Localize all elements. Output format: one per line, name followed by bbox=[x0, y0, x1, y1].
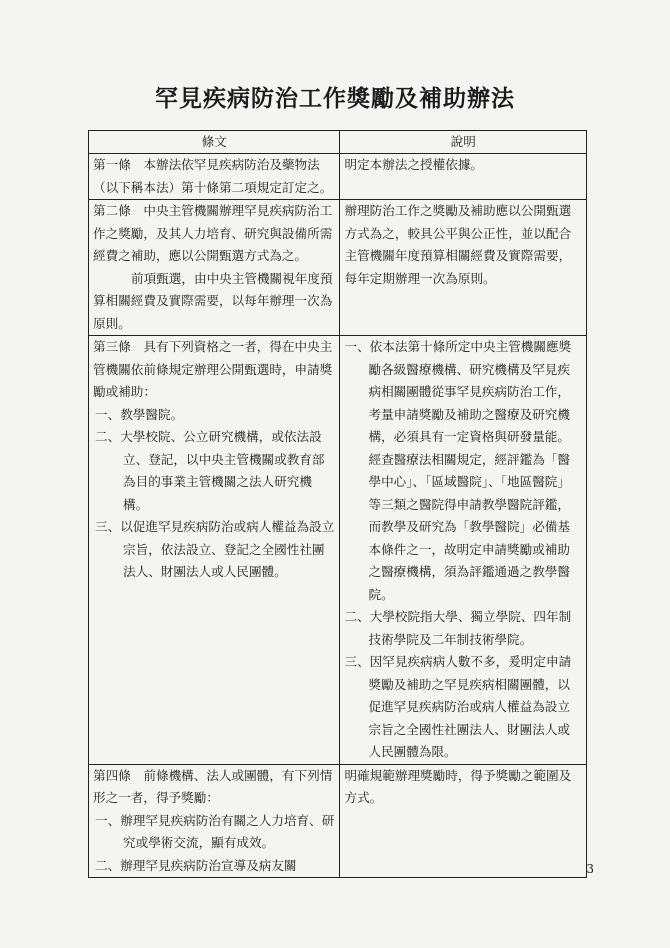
explanation-item: 三、因罕見疾病病人數不多，爰明定申請獎勵及補助之罕見疾病相關團體，以促進罕見疾病防治或病人權益為設立宗旨之全國性社團法人、財團法人或人民團體為限。 bbox=[344, 654, 572, 759]
article-cell bbox=[89, 200, 340, 336]
explanation-cell bbox=[340, 154, 587, 200]
explanation-cell bbox=[340, 200, 587, 336]
article-text: 第一條 本辦法依罕見疾病防治及藥物法（以下稱本法）第十條第二項規定訂定之。 bbox=[93, 157, 333, 195]
article-item: 一、辦理罕見疾病防治有關之人力培育、研究或學術交流，顯有成效。 bbox=[95, 812, 335, 850]
article-cell bbox=[89, 764, 340, 878]
explanation-text: 明確規範辦理獎勵時，得予獎勵之範圍及方式。 bbox=[344, 767, 572, 805]
page-title: 罕見疾病防治工作獎勵及補助辦法 bbox=[155, 85, 515, 112]
table-row bbox=[89, 336, 587, 765]
table-row bbox=[89, 200, 587, 336]
article-intro: 第三條 具有下列資格之一者，得在中央主管機關依前條規定辦理公開甄選時，申請獎勵或補助： bbox=[93, 339, 333, 399]
table-header-row bbox=[89, 131, 587, 154]
regulation-table bbox=[88, 130, 587, 878]
explanation-item: 一、依本法第十條所定中央主管機關應獎勵各級醫療機構、研究機構及罕見疾病相關團體從事罕見疾病防治工作，考量申請獎勵及補助之醫療及研究機構，必須具有一定資格與研發量能。經查醫療法相關規定，經評鑑為「醫學中心」、「區域醫院」、「地區醫院」等三類之醫院得申請教學醫院評鑑，而教學及研究為「教學醫院」必備基本條件之一，故明定申請獎勵或補助之醫療機構，須為評鑑通過之教學醫院。 bbox=[344, 339, 572, 602]
table-row bbox=[89, 154, 587, 200]
explanation-cell bbox=[340, 764, 587, 878]
article-cell bbox=[89, 154, 340, 200]
header-explanation: 說明 bbox=[340, 131, 587, 154]
article-item: 三、以促進罕見疾病防治或病人權益為設立宗旨，依法設立、登記之全國性社團法人、財團法人或人民團體。 bbox=[95, 519, 335, 579]
article-text: 第二條 中央主管機關辦理罕見疾病防治工作之獎勵，及其人力培育、研究與設備所需經費之補助，應以公開甄選方式為之。 bbox=[93, 203, 333, 263]
explanation-cell bbox=[340, 336, 587, 765]
table-row bbox=[89, 764, 587, 878]
explanation-item: 二、大學校院指大學、獨立學院、四年制技術學院及二年制技術學院。 bbox=[344, 609, 572, 647]
page-number: 3 bbox=[586, 862, 594, 876]
article-item: 二、辦理罕見疾病防治宣導及病友關 bbox=[95, 857, 297, 873]
article-item: 二、大學校院、公立研究機構，或依法設立、登記，以中央主管機關或教育部為目的事業主管機關之法人研究機構。 bbox=[95, 429, 325, 512]
article-cell bbox=[89, 336, 340, 765]
article-item: 一、教學醫院。 bbox=[95, 406, 184, 422]
article-text: 前項甄選，由中央主管機關視年度預算相關經費及實際需要，以每年辦理一次為原則。 bbox=[93, 270, 333, 331]
header-article: 條文 bbox=[89, 131, 340, 154]
article-intro: 第四條 前條機構、法人或團體，有下列情形之一者，得予獎勵： bbox=[93, 767, 333, 805]
explanation-text: 明定本辦法之授權依據。 bbox=[344, 157, 484, 172]
explanation-text: 辦理防治工作之獎勵及補助應以公開甄選方式為之，較具公平與公正性，並以配合主管機關年度預算相關經費及實際需要，每年定期辦理一次為原則。 bbox=[344, 203, 572, 286]
